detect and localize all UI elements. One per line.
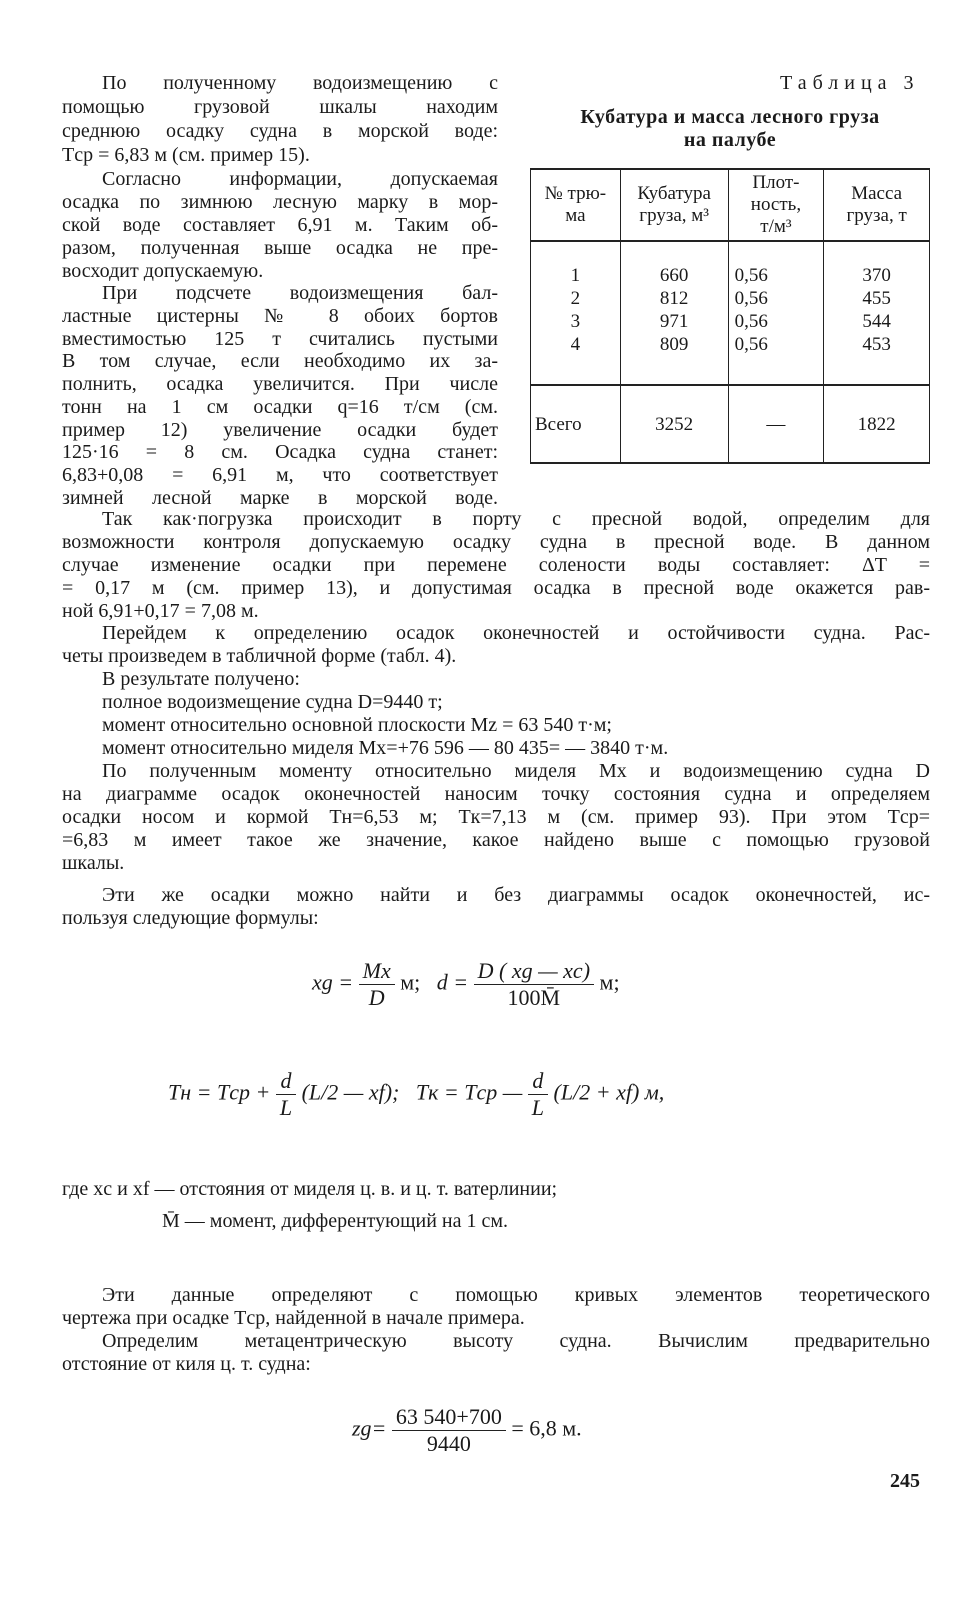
text-line: на диаграмме осадок оконечностей наносим точку состояния судна и определяем [62, 783, 930, 805]
text-line: разом, полученная выше осадка не пре- [62, 237, 498, 259]
cargo-table [530, 168, 930, 464]
table-total-row [531, 385, 930, 463]
text-line: случае изменение осадки при перемене солености воды составляет: ΔT = [62, 554, 930, 576]
text-line: момент относительно основной плоскости Mz = 63 540 т·м; [102, 714, 612, 736]
table-header-row [531, 169, 930, 241]
header-volume: Кубатура груза, м³ [620, 169, 728, 241]
table-cell: 812 [659, 288, 689, 309]
text-line: осадки носом и кормой Tн=6,53 м; Tк=7,13 м (см. пример 93). При этом Tср= [62, 806, 930, 828]
formula-unit: м; [599, 969, 620, 995]
table-title-line: на палубе [683, 129, 777, 151]
formula-xg-d [312, 958, 620, 1011]
table-cell: 2 [570, 288, 581, 309]
formula-unit: м; [400, 969, 421, 995]
table-cell: 0,56 [734, 311, 768, 332]
table-cell: 809 [659, 334, 689, 355]
fraction-numerator: 63 540+700 [392, 1404, 506, 1431]
formula-term: (L/2 + xf) м, [553, 1079, 665, 1105]
fraction-denominator: L [279, 1095, 293, 1120]
text-line: ной 6,91+0,17 = 7,08 м. [62, 600, 259, 622]
text-line: осадка по зимнюю лесную марку в мор- [62, 191, 498, 213]
header-hold: № трю- ма [531, 169, 621, 241]
page-number: 245 [890, 1470, 920, 1492]
text-line: шкалы. [62, 852, 125, 874]
total-density: — [728, 385, 824, 463]
text-line: чертежа при осадке Tср, найденной в начале примера. [62, 1307, 525, 1329]
text-line: По полученному водоизмещению с [102, 72, 498, 94]
formula-term: Tк = Tср — [415, 1079, 523, 1105]
fraction [528, 1068, 548, 1121]
table-cell: 1 [570, 265, 581, 286]
hold-column [531, 241, 621, 385]
text-line: пример 12) увеличение осадки будет [62, 419, 498, 441]
table-cell: 971 [659, 311, 689, 332]
table-data-block [531, 241, 930, 385]
text-line: пользуя следующие формулы: [62, 907, 319, 929]
text-line: В результате получено: [102, 668, 300, 690]
text-line: ластные цистерны № 8 обоих бортов [62, 305, 498, 327]
fraction-denominator: D [368, 985, 385, 1010]
text-line: 125·16 = 8 см. Осадка судна станет: [62, 441, 498, 463]
fraction-denominator: 9440 [426, 1431, 471, 1456]
header-mass: Масса груза, т [824, 169, 930, 241]
text-line: = 0,17 м (см. пример 13), и допустимая осадка в пресной воде окажется рав- [62, 577, 930, 599]
total-label: Всего [531, 385, 621, 463]
text-line: =6,83 м имеет такое же значение, какое найдено выше с помощью грузовой [62, 829, 930, 851]
where-line: где xc и xf — отстояния от миделя ц. в. и ц. т. ватерлинии; [62, 1178, 558, 1200]
formula-zg [352, 1404, 582, 1457]
table-title [530, 106, 930, 152]
text-line: ской воде составляет 6,91 м. Таким об- [62, 214, 498, 236]
text-line: Определим метацентрическую высоту судна. Вычислим предварительно [102, 1330, 930, 1352]
table-cell: 370 [862, 265, 891, 286]
header-density: Плот- ность, т/м³ [728, 169, 824, 241]
formula-term: Tн = Tср + [168, 1079, 271, 1105]
text-line: четы произведем в табличной форме (табл. 4). [62, 645, 457, 667]
table-cell: 544 [862, 311, 891, 332]
table-cell: 4 [570, 334, 581, 355]
table-title-line: Кубатура и масса лесного груза [580, 106, 880, 128]
text-line: момент относительно миделя Mx=+76 596 — 80 435= — 3840 т·м. [102, 737, 669, 759]
fraction [392, 1404, 506, 1457]
fraction-denominator: L [531, 1095, 545, 1120]
text-line: тонн на 1 см осадки q=16 т/см (см. [62, 396, 498, 418]
text-line: полнить, осадка увеличится. При числе [62, 373, 498, 395]
formula-term: d = [436, 969, 469, 995]
formula-term: zg= [352, 1415, 387, 1441]
fraction-numerator: d [276, 1068, 296, 1095]
fraction-denominator: 100M̄ [507, 985, 561, 1010]
fraction [359, 958, 395, 1011]
text-line: возможности контроля допускаемую осадку судна в пресной воде. В данном [62, 531, 930, 553]
text-line: вместимостью 125 т считались пустыми [62, 328, 498, 350]
text-line: зимней лесной марке в морской воде. [62, 487, 498, 509]
table-cell: 0,56 [734, 265, 768, 286]
table-cell: 660 [659, 265, 689, 286]
text-line: Эти же осадки можно найти и без диаграммы осадок оконечностей, ис- [102, 884, 930, 906]
table-caption: Таблица 3 [780, 72, 920, 94]
fraction [276, 1068, 296, 1121]
text-line: восходит допускаемую. [62, 260, 264, 282]
table-cell: 453 [862, 334, 891, 355]
density-column [728, 241, 824, 385]
total-mass: 1822 [824, 385, 930, 463]
text-line: помощью грузовой шкалы находим [62, 96, 498, 118]
text-line: среднюю осадку судна в морской воде: [62, 120, 498, 142]
text-line: Tср = 6,83 м (см. пример 15). [62, 144, 310, 166]
fraction-numerator: Mx [359, 958, 395, 985]
formula-term: xg = [312, 969, 354, 995]
text-line: отстояние от киля ц. т. судна: [62, 1353, 311, 1375]
volume-column [620, 241, 728, 385]
mass-column [824, 241, 930, 385]
table-cell: 455 [862, 288, 891, 309]
fraction-numerator: d [528, 1068, 548, 1095]
text-line: При подсчете водоизмещения бал- [102, 282, 498, 304]
text-line: Перейдем к определению осадок оконечностей и остойчивости судна. Рас- [102, 622, 930, 644]
text-line: полное водоизмещение судна D=9440 т; [102, 691, 443, 713]
formula-term: = 6,8 м. [511, 1415, 582, 1441]
table-cell: 0,56 [734, 334, 768, 355]
total-volume: 3252 [620, 385, 728, 463]
where-line: M̄ — момент, дифферентующий на 1 см. [162, 1210, 509, 1232]
text-line: 6,83+0,08 = 6,91 м, что соответствует [62, 464, 498, 486]
table-cell: 3 [570, 311, 581, 332]
text-line: Так как·погрузка происходит в порту с пресной водой, определим для [102, 508, 930, 530]
fraction [474, 958, 594, 1011]
text-line: Эти данные определяют с помощью кривых элементов теоретического [102, 1284, 930, 1306]
text-line: По полученным моменту относительно миделя Mx и водоизмещению судна D [102, 760, 930, 782]
formula-tn-tk [168, 1068, 664, 1121]
text-line: В том случае, если необходимо их за- [62, 350, 498, 372]
formula-term: (L/2 — xf); [301, 1079, 400, 1105]
fraction-numerator: D ( xg — xc) [474, 958, 594, 985]
table-cell: 0,56 [734, 288, 768, 309]
text-line: Согласно информации, допускаемая [102, 168, 498, 190]
